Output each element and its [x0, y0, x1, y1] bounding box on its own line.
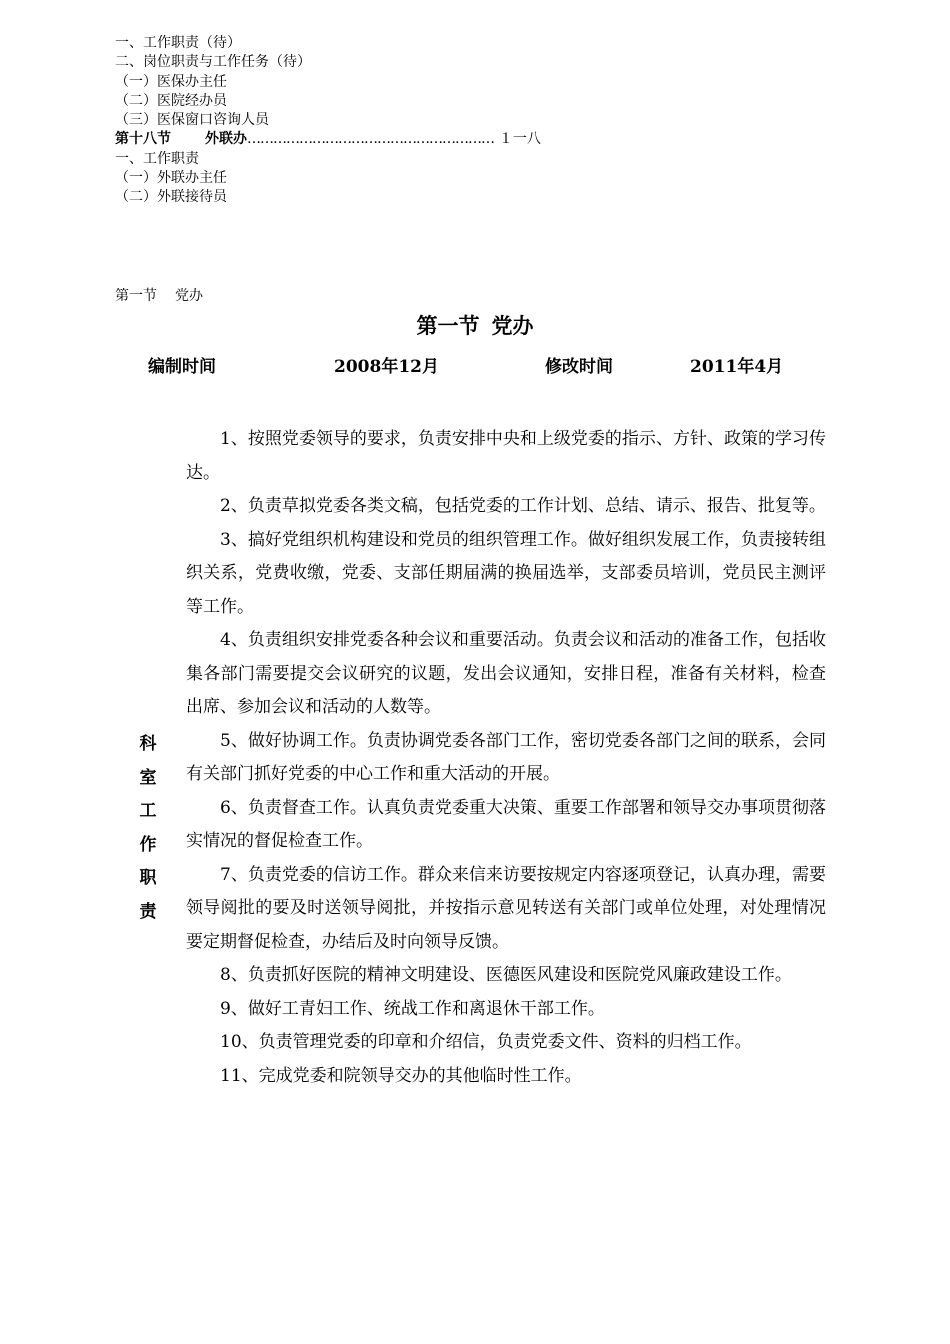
toc-line: 二、岗位职责与工作任务（待）: [115, 54, 311, 71]
side-label-char: 科: [139, 734, 157, 754]
title-section: 第一节: [416, 313, 480, 338]
toc-line: （一）医保办主任: [115, 73, 227, 90]
duty-item: 5、做好协调工作。负责协调党委各部门工作，密切党委各部门之间的联系，会同有关部门抓好党委的中心工作和重大活动的开展。: [186, 730, 826, 784]
title-name: 党办: [491, 313, 534, 338]
side-label-char: 职: [139, 868, 157, 888]
table-of-contents: [115, 34, 541, 208]
side-label-char: 作: [139, 834, 157, 855]
duty-item: 7、负责党委的信访工作。群众来信来访要按规定内容逐项登记，认真办理，需要领导阅批的要及时送领导阅批，并按指示意见转送有关部门或单位处理，对处理情况要定期督促检查，办结后及时向领导反馈。: [186, 864, 826, 952]
toc-line: 一、工作职责（待）: [115, 35, 241, 51]
toc-line: 一、工作职责: [115, 150, 199, 167]
compiled-value: 2008年12月: [334, 357, 439, 377]
toc-leader-dots: …………………………………………………: [247, 131, 494, 148]
toc-line: （二）医院经办员: [115, 92, 227, 109]
toc-section-number: 第十八节: [115, 131, 171, 148]
running-header-section: 第一节: [115, 288, 157, 304]
duty-item: 11、完成党委和院领导交办的其他临时性工作。: [220, 1065, 582, 1086]
toc-line: （一）外联办主任: [115, 170, 227, 187]
toc-line: （二）外联接待员: [115, 189, 227, 206]
side-label-char: 室: [139, 767, 157, 788]
duty-item: 1、按照党委领导的要求，负责安排中央和上级党委的指示、方针、政策的学习传达。: [186, 429, 826, 483]
modified-label: 修改时间: [545, 357, 613, 377]
page-title: [0, 310, 950, 340]
side-label-char: 工: [139, 801, 157, 821]
modified-value: 2011年4月: [690, 357, 784, 377]
duty-item: 8、负责抓好医院的精神文明建设、医德医风建设和医院党风廉政建设工作。: [220, 965, 792, 985]
duty-item: 10、负责管理党委的印章和介绍信，负责党委文件、资料的归档工作。: [220, 1032, 752, 1052]
running-header-name: 党办: [175, 288, 203, 304]
toc-page-number: １一八: [498, 131, 541, 148]
side-label-duties: [138, 728, 158, 929]
duty-item: 6、负责督查工作。认真负责党委重大决策、重要工作部署和领导交办事项贯彻落实情况的督促检查工作。: [186, 797, 826, 851]
toc-section-heading: [115, 130, 541, 149]
duties-list: [186, 423, 826, 1093]
duty-item: 3、搞好党组织机构建设和党员的组织管理工作。做好组织发展工作，负责接转组织关系，党费收缴，党委、支部任期届满的换届选举，支部委员培训，党员民主测评等工作。: [186, 529, 826, 617]
duty-item: 9、做好工青妇工作、统战工作和离退休干部工作。: [220, 998, 605, 1019]
compiled-label: 编制时间: [148, 357, 216, 377]
running-header: [115, 285, 203, 305]
toc-section-name: 外联办: [205, 131, 247, 148]
toc-line: （三）医保窗口咨询人员: [115, 112, 269, 129]
duty-item: 2、负责草拟党委各类文稿，包括党委的工作计划、总结、请示、报告、批复等。: [220, 496, 826, 516]
duty-item: 4、负责组织安排党委各种会议和重要活动。负责会议和活动的准备工作，包括收集各部门需要提交会议研究的议题，发出会议通知，安排日程，准备有关材料，检查出席、参加会议和活动的人数等。: [186, 630, 826, 717]
side-label-char: 责: [139, 901, 157, 922]
